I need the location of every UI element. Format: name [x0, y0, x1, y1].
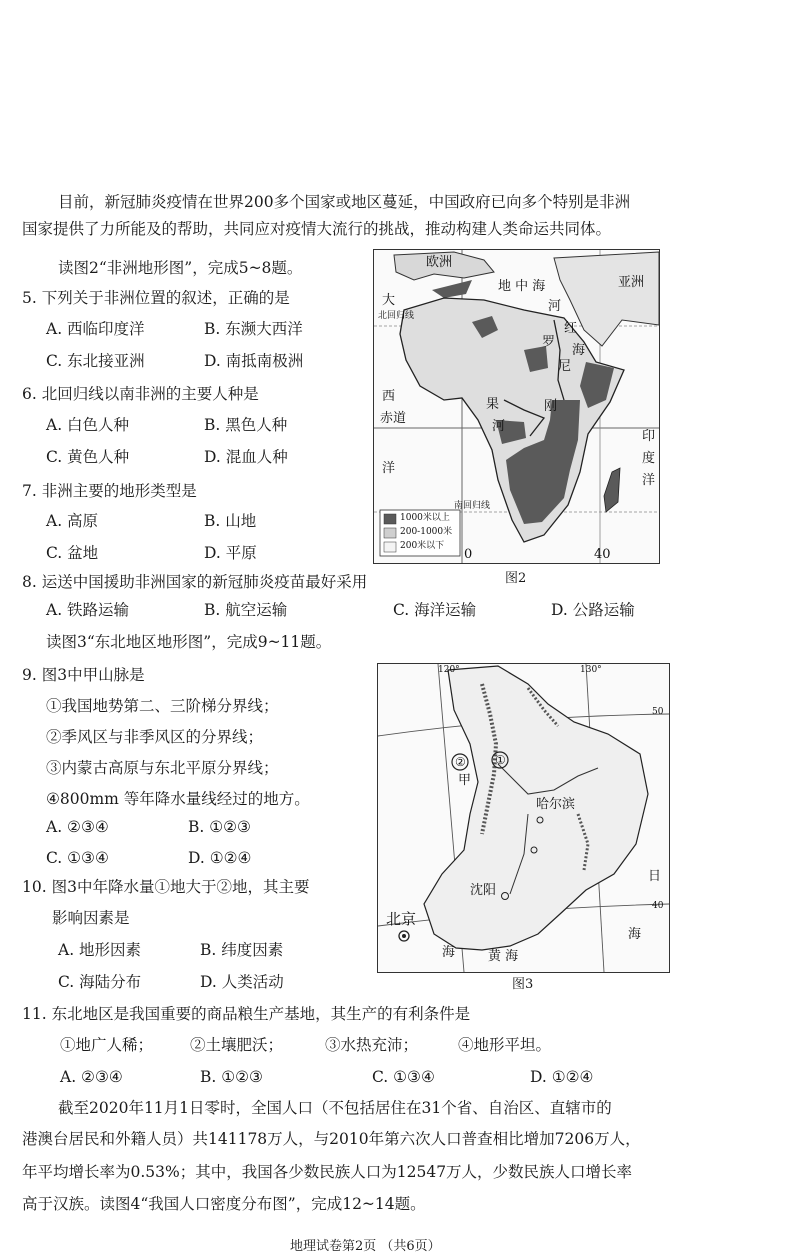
q9-statement-1: ①我国地势第二、三阶梯分界线； [46, 697, 279, 715]
label-lat-50: 50 [652, 707, 664, 717]
q11-option-d: D. ①②④ [530, 1068, 594, 1086]
q11-statement-3: ③水热充沛； [325, 1036, 419, 1054]
figure-2-caption: 图2 [505, 571, 527, 586]
q10-option-a: A. 地形因素 [58, 941, 142, 959]
figure-2-africa-map [373, 249, 660, 564]
q5-stem: 5. 下列关于非洲位置的叙述，正确的是 [22, 289, 290, 307]
q8-option-c: C. 海洋运输 [393, 601, 477, 619]
q6-option-d: D. 混血人种 [204, 448, 288, 466]
census-line-3: 年平均增长率为0.53%；其中，我国各少数民族人口为12547万人，少数民族人口增长率 [22, 1163, 633, 1181]
q10-option-b: B. 纬度因素 [200, 941, 284, 959]
q8-option-d: D. 公路运输 [551, 601, 635, 619]
census-line-4: 高于汉族。读图4“我国人口密度分布图”，完成12~14题。 [22, 1195, 426, 1213]
legend-high: 1000米以上 [400, 513, 450, 523]
q9-option-c: C. ①③④ [46, 849, 109, 867]
q11-stem: 11. 东北地区是我国重要的商品粮生产基地，其生产的有利条件是 [22, 1005, 471, 1023]
census-line-2: 港澳台居民和外籍人员）共141178万人，与2010年第六次人口普查相比增加7206万人， [22, 1130, 641, 1148]
label-congo-2: 河 [492, 419, 506, 434]
q6-option-b: B. 黑色人种 [204, 416, 288, 434]
label-beijing: 北京 [386, 910, 417, 928]
label-indian-1: 印 [642, 429, 656, 444]
label-nile-3: 尼 [558, 359, 572, 374]
page-footer: 地理试卷第2页 （共6页） [290, 1239, 441, 1254]
q11-option-b: B. ①②③ [200, 1068, 263, 1086]
q11-statement-4: ④地形平坦。 [458, 1036, 552, 1054]
label-jia-mountain: 甲 [458, 773, 472, 788]
label-sea-right: 海 [628, 927, 642, 942]
q5-option-a: A. 西临印度洋 [46, 320, 145, 338]
q8-stem: 8. 运送中国援助非洲国家的新冠肺炎疫苗最好采用 [22, 573, 368, 591]
label-japan: 日 [648, 869, 662, 884]
intro-line-1: 目前，新冠肺炎疫情在世界200多个国家或地区蔓延，中国政府已向多个特别是非洲 [58, 193, 631, 211]
q9-option-a: A. ②③④ [46, 818, 109, 836]
q6-option-a: A. 白色人种 [46, 416, 130, 434]
figure-3-caption: 图3 [512, 977, 534, 992]
q9-statement-2: ②季风区与非季风区的分界线； [46, 728, 264, 746]
label-tropic-south: 南回归线 [454, 501, 491, 511]
q10-option-c: C. 海陆分布 [58, 973, 142, 991]
q7-option-a: A. 高原 [46, 512, 99, 530]
label-mediterranean: 地 中 海 [498, 279, 546, 294]
marker-point-2: ② [455, 755, 466, 769]
legend-mid: 200-1000米 [400, 527, 453, 537]
q6-option-c: C. 黄色人种 [46, 448, 130, 466]
q11-option-c: C. ①③④ [372, 1068, 435, 1086]
q7-option-b: B. 山地 [204, 512, 257, 530]
label-red-sea-1: 红 [564, 321, 578, 336]
label-indian-2: 度 [642, 451, 656, 466]
q5-option-b: B. 东濒大西洋 [204, 320, 303, 338]
label-tropic-north: 北回归线 [378, 311, 415, 321]
label-equator: 赤道 [380, 411, 407, 426]
q5-option-c: C. 东北接亚洲 [46, 352, 145, 370]
label-lat-40: 40 [652, 901, 664, 911]
legend-low: 200米以下 [400, 541, 445, 551]
q10-option-d: D. 人类活动 [200, 973, 284, 991]
marker-point-1: ① [495, 753, 506, 767]
label-indian-3: 洋 [642, 473, 656, 488]
q9-statement-4: ④800mm 等年降水量线经过的地方。 [46, 790, 310, 808]
q7-option-c: C. 盆地 [46, 544, 99, 562]
label-atlantic-2: 西 [382, 389, 396, 404]
label-atlantic-1: 大 [382, 293, 396, 308]
census-line-1: 截至2020年11月1日零时，全国人口（不包括居住在31个省、自治区、直辖市的 [58, 1099, 612, 1117]
label-harbin: 哈尔滨 [536, 797, 576, 812]
q8-option-a: A. 铁路运输 [46, 601, 130, 619]
label-red-sea-2: 海 [572, 343, 586, 358]
q9-stem: 9. 图3中甲山脉是 [22, 666, 145, 684]
q9-statement-3: ③内蒙古高原与东北平原分界线； [46, 759, 279, 777]
q11-option-a: A. ②③④ [60, 1068, 123, 1086]
label-bohai: 海 [442, 945, 456, 960]
q5-option-d: D. 南抵南极洲 [204, 352, 304, 370]
q7-option-d: D. 平原 [204, 544, 257, 562]
label-lon-40: 40 [594, 547, 611, 562]
q6-stem: 6. 北回归线以南非洲的主要人种是 [22, 385, 259, 403]
label-asia: 亚洲 [618, 275, 645, 290]
label-yellow-sea: 黄 海 [488, 949, 519, 964]
q9-option-d: D. ①②④ [188, 849, 252, 867]
label-nile-1: 河 [548, 299, 562, 314]
q11-statement-1: ①地广人稀； [60, 1036, 154, 1054]
label-congo-3: 刚 [544, 399, 558, 414]
read-fig2-instruction: 读图2“非洲地形图”，完成5~8题。 [58, 259, 303, 277]
label-lon-120: 120° [438, 665, 460, 675]
q9-option-b: B. ①②③ [188, 818, 251, 836]
label-nile-2: 罗 [542, 335, 556, 350]
q8-option-b: B. 航空运输 [204, 601, 288, 619]
figure-3-northeast-map [377, 663, 670, 973]
label-lon-130: 130° [580, 665, 602, 675]
read-fig3-instruction: 读图3“东北地区地形图”，完成9~11题。 [46, 633, 332, 651]
q10-stem-line-2: 影响因素是 [52, 909, 130, 927]
label-congo-1: 果 [486, 397, 500, 412]
label-shenyang: 沈阳 [470, 883, 497, 898]
intro-line-2: 国家提供了力所能及的帮助，共同应对疫情大流行的挑战，推动构建人类命运共同体。 [22, 220, 612, 238]
q10-stem-line-1: 10. 图3中年降水量①地大于②地，其主要 [22, 878, 310, 896]
q11-statement-2: ②土壤肥沃； [190, 1036, 284, 1054]
northeast-map-graphic [378, 664, 669, 972]
label-lon-0: 0 [464, 547, 473, 562]
q7-stem: 7. 非洲主要的地形类型是 [22, 482, 197, 500]
label-atlantic-3: 洋 [382, 461, 396, 476]
label-europe: 欧洲 [426, 255, 453, 270]
